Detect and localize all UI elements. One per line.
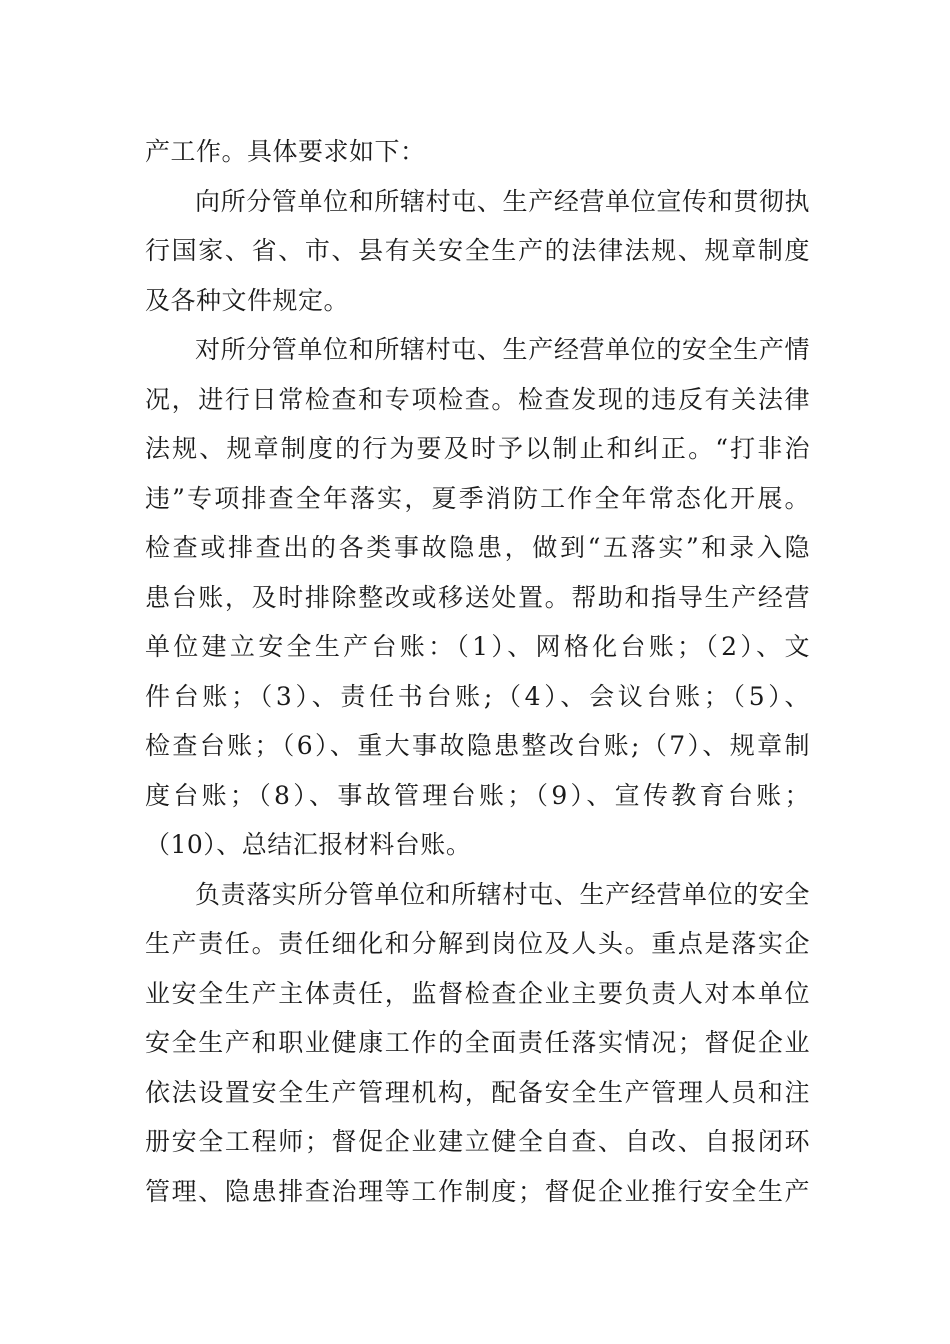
text-line: 依法设置安全生产管理机构，配备安全生产管理人员和注	[145, 1077, 810, 1107]
text-line: 违”专项排查全年落实，夏季消防工作全年常态化开展。	[145, 483, 810, 513]
text-line: 度台账；（8）、事故管理台账；（9）、宣传教育台账；	[145, 780, 810, 810]
text-line: 件台账；（3）、责任书台账;（4）、会议台账；（5）、	[145, 681, 810, 711]
text-line: 负责落实所分管单位和所辖村屯、生产经营单位的安全	[195, 879, 810, 909]
text-line: 患台账，及时排除整改或移送处置。帮助和指导生产经营	[145, 582, 810, 612]
text-line: 管理、隐患排查治理等工作制度；督促企业推行安全生产	[145, 1176, 810, 1206]
text-line: 对所分管单位和所辖村屯、生产经营单位的安全生产情	[195, 335, 810, 364]
text-line: 行国家、省、市、县有关安全生产的法律法规、规章制度	[145, 236, 810, 265]
text-line: （10）、总结汇报材料台账。	[145, 830, 472, 859]
text-line: 业安全生产主体责任，监督检查企业主要负责人对本单位	[145, 978, 810, 1008]
text-line: 册安全工程师；督促企业建立健全自查、自改、自报闭环	[145, 1127, 810, 1156]
text-line: 安全生产和职业健康工作的全面责任落实情况；督促企业	[145, 1028, 810, 1057]
paragraph-publicity	[145, 177, 810, 326]
paragraph-continuation	[145, 127, 810, 177]
text-line: 单位建立安全生产台账：（1）、网格化台账；（2）、文	[145, 632, 810, 661]
paragraph-responsibility	[145, 870, 810, 1217]
text-line: 及各种文件规定。	[145, 285, 350, 315]
text-line: 生产责任。责任细化和分解到岗位及人头。重点是落实企	[145, 929, 810, 958]
text-line: 向所分管单位和所辖村屯、生产经营单位宣传和贯彻执	[195, 186, 810, 216]
document-body	[145, 127, 810, 1216]
text-line: 检查台账；（6）、重大事故隐患整改台账;（7）、规章制	[145, 731, 810, 760]
text-line: 法规、规章制度的行为要及时予以制止和纠正。“打非治	[145, 434, 810, 463]
text-line: 产工作。具体要求如下：	[145, 137, 426, 166]
text-line: 况，进行日常检查和专项检查。检查发现的违反有关法律	[145, 384, 810, 414]
text-line: 检查或排查出的各类事故隐患，做到“五落实”和录入隐	[145, 533, 810, 562]
paragraph-inspection	[145, 325, 810, 870]
